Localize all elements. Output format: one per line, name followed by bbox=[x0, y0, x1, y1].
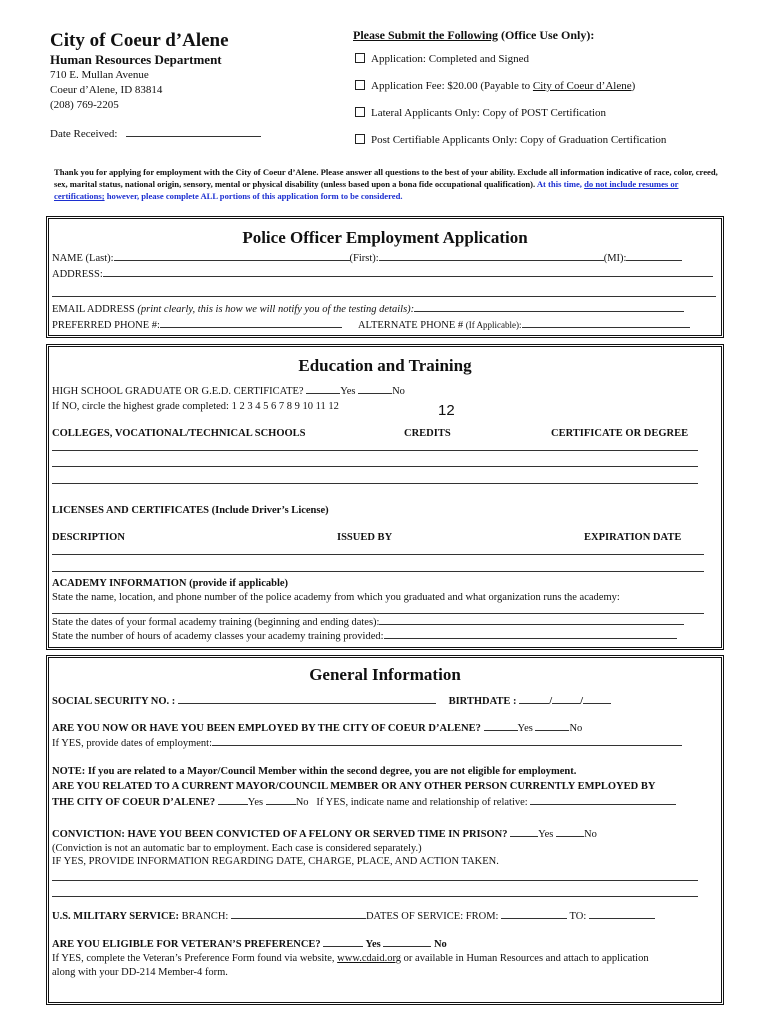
academy-line[interactable] bbox=[52, 613, 704, 614]
hs-question: HIGH SCHOOL GRADUATE OR G.E.D. CERTIFICATE? bbox=[52, 386, 304, 397]
email-note: (print clearly, this is how we will notify you of the testing details): bbox=[137, 304, 415, 315]
school-line-2[interactable] bbox=[52, 466, 698, 467]
veteran-text-2: or available in Human Resources and attach to application bbox=[401, 953, 649, 964]
to-label: TO: bbox=[569, 911, 587, 922]
office-use-item-4 bbox=[355, 134, 666, 148]
office-use-title-rest: (Office Use Only): bbox=[498, 28, 595, 42]
conviction-no-label: No bbox=[584, 829, 597, 840]
academy-hours-label: State the number of hours of academy classes your academy training provided: bbox=[52, 631, 384, 642]
preferred-phone-label: PREFERRED PHONE #: bbox=[52, 320, 160, 331]
employed-dates-row bbox=[52, 737, 682, 750]
employed-no-label: No bbox=[569, 723, 583, 734]
website-link[interactable]: www.cdaid.org bbox=[337, 953, 402, 964]
office-use-item-text: Application Fee: $20.00 (Payable to bbox=[371, 80, 533, 92]
related-question-2: THE CITY OF COEUR D’ALENE? bbox=[52, 797, 216, 808]
email-field[interactable] bbox=[414, 311, 684, 312]
alternate-phone-field[interactable] bbox=[522, 327, 690, 328]
service-to-field[interactable] bbox=[589, 918, 655, 919]
conviction-no-field[interactable] bbox=[556, 836, 584, 837]
intro-blue-a: At this time, bbox=[536, 179, 582, 190]
employed-no-field[interactable] bbox=[535, 730, 569, 731]
alternate-phone-note: (If Applicable): bbox=[465, 320, 522, 330]
office-use-item-text: Application: Completed and Signed bbox=[371, 53, 529, 65]
education-section bbox=[46, 344, 724, 650]
date-received-label: Date Received: bbox=[50, 128, 118, 140]
office-use-item-1 bbox=[355, 53, 529, 67]
veteran-row bbox=[52, 938, 447, 951]
checkbox[interactable] bbox=[355, 53, 365, 63]
veteran-yes-label: Yes bbox=[365, 939, 381, 950]
academy-dates-row bbox=[52, 616, 684, 629]
academy-heading: ACADEMY INFORMATION (provide if applicable) bbox=[52, 578, 289, 589]
note-text: NOTE: If you are related to a Mayor/Council Member within the second degree, you are not eligible for employment. bbox=[52, 766, 577, 777]
veteran-text-3: along with your DD-214 Member-4 form. bbox=[52, 967, 228, 978]
description-col-header: DESCRIPTION bbox=[52, 532, 125, 543]
branch-field[interactable] bbox=[231, 918, 366, 919]
related-yes-field[interactable] bbox=[218, 804, 248, 805]
employed-question: ARE YOU NOW OR HAVE YOU BEEN EMPLOYED BY THE CITY OF COEUR D’ALENE? bbox=[52, 723, 481, 734]
name-row bbox=[52, 252, 682, 265]
checkbox[interactable] bbox=[355, 134, 365, 144]
employed-dates-label: If YES, provide dates of employment: bbox=[52, 738, 212, 749]
hs-yes-label: Yes bbox=[340, 386, 356, 397]
branch-label: BRANCH: bbox=[181, 911, 229, 922]
address-field[interactable] bbox=[103, 276, 713, 277]
academy-dates-label: State the dates of your formal academy training (beginning and ending dates): bbox=[52, 617, 380, 628]
conviction-line-1[interactable] bbox=[52, 880, 698, 881]
military-row bbox=[52, 910, 655, 923]
intro-blue-underlined: do not include resumes or certifications; bbox=[54, 179, 679, 202]
date-received-row bbox=[50, 128, 261, 142]
general-section bbox=[46, 655, 724, 1005]
schools-col-header: COLLEGES, VOCATIONAL/TECHNICAL SCHOOLS bbox=[52, 428, 306, 439]
last-name-field[interactable] bbox=[114, 260, 350, 261]
conviction-yes-field[interactable] bbox=[510, 836, 538, 837]
address-label: ADDRESS: bbox=[52, 269, 103, 280]
application-section bbox=[46, 216, 724, 338]
military-label: U.S. MILITARY SERVICE: bbox=[52, 911, 180, 922]
employed-yes-field[interactable] bbox=[484, 730, 518, 731]
preferred-phone-field[interactable] bbox=[160, 327, 342, 328]
office-use-item-text: Post Certifiable Applicants Only: Copy of Graduation Certification bbox=[371, 134, 667, 146]
veteran-text-row bbox=[52, 952, 649, 965]
email-row bbox=[52, 303, 684, 316]
checkbox[interactable] bbox=[355, 80, 365, 90]
conviction-line-2[interactable] bbox=[52, 896, 698, 897]
ssn-row bbox=[52, 695, 611, 708]
employed-yes-label: Yes bbox=[517, 723, 533, 734]
address-row bbox=[52, 268, 713, 281]
birthdate-label: BIRTHDATE : bbox=[448, 696, 517, 707]
conviction-note: (Conviction is not an automatic bar to employment. Each case is considered separately.) bbox=[52, 843, 422, 854]
employed-dates-field[interactable] bbox=[212, 745, 682, 746]
grade-row bbox=[52, 400, 339, 413]
veteran-text-1: If YES, complete the Veteran’s Preference Form found via website, bbox=[52, 953, 338, 964]
conviction-row bbox=[52, 828, 597, 841]
department-name: Human Resources Department bbox=[50, 52, 222, 67]
related-if-yes-label: If YES, indicate name and relationship of relative: bbox=[316, 797, 528, 808]
veteran-question: ARE YOU ELIGIBLE FOR VETERAN’S PREFERENCE? bbox=[52, 939, 321, 950]
related-yes-label: Yes bbox=[247, 797, 264, 808]
birth-month-field[interactable] bbox=[519, 703, 549, 704]
application-title: Police Officer Employment Application bbox=[242, 228, 528, 247]
veteran-no-label: No bbox=[433, 939, 447, 950]
dates-of-service-label: DATES OF SERVICE: FROM: bbox=[365, 911, 499, 922]
city-title: City of Coeur d’Alene bbox=[50, 30, 229, 51]
office-use-item-3 bbox=[355, 107, 606, 121]
office-use-item-text-after: ) bbox=[631, 80, 636, 92]
related-row bbox=[52, 796, 676, 809]
phone-number: (208) 769-2205 bbox=[50, 99, 119, 111]
checkbox[interactable] bbox=[355, 107, 365, 117]
handwritten-grade: 12 bbox=[438, 402, 455, 419]
name-mi-label: (MI): bbox=[603, 253, 627, 264]
hs-no-field[interactable] bbox=[358, 393, 392, 394]
birth-day-field[interactable] bbox=[552, 703, 580, 704]
alternate-phone-label: ALTERNATE PHONE # bbox=[357, 320, 466, 331]
intro-paragraph bbox=[54, 166, 718, 202]
licenses-heading: LICENSES AND CERTIFICATES (Include Driver’s License) bbox=[52, 505, 329, 516]
credits-col-header: CREDITS bbox=[404, 428, 451, 439]
intro-blue-b: however, please complete ALL portions of this application form to be considered. bbox=[106, 191, 403, 202]
email-label: EMAIL ADDRESS bbox=[52, 304, 135, 315]
school-line-3[interactable] bbox=[52, 483, 698, 484]
ssn-field[interactable] bbox=[178, 703, 436, 704]
license-line-1[interactable] bbox=[52, 554, 704, 555]
office-use-title bbox=[353, 28, 594, 43]
hs-yes-field[interactable] bbox=[306, 393, 340, 394]
office-use-item-text: Lateral Applicants Only: Copy of POST Certification bbox=[371, 107, 607, 119]
school-line-1[interactable] bbox=[52, 450, 698, 451]
phone-row bbox=[52, 319, 690, 332]
mi-field[interactable] bbox=[626, 260, 682, 261]
address-line-1: 710 E. Mullan Avenue bbox=[50, 69, 149, 81]
general-title: General Information bbox=[309, 665, 461, 684]
conviction-if-yes: IF YES, PROVIDE INFORMATION REGARDING DATE, CHARGE, PLACE, AND ACTION TAKEN. bbox=[52, 856, 499, 867]
grade-label: If NO, circle the highest grade completed: 1 2 3 4 5 6 7 8 9 10 11 12 bbox=[52, 401, 339, 412]
license-line-2[interactable] bbox=[52, 571, 704, 572]
related-question-1: ARE YOU RELATED TO A CURRENT MAYOR/COUNCIL MEMBER OR ANY OTHER PERSON CURRENTLY EMPLOYED BY bbox=[52, 781, 656, 792]
name-first-label: (First): bbox=[349, 253, 379, 264]
conviction-yes-label: Yes bbox=[538, 829, 554, 840]
office-use-item-2 bbox=[355, 80, 635, 94]
address-line-2: Coeur d’Alene, ID 83814 bbox=[50, 84, 163, 96]
office-use-title-underlined: Please Submit the Following bbox=[353, 28, 499, 42]
date-received-field[interactable] bbox=[126, 136, 261, 137]
academy-text: State the name, location, and phone number of the police academy from which you graduated and what organization runs the academy: bbox=[52, 592, 620, 603]
first-name-field[interactable] bbox=[379, 260, 604, 261]
hs-row bbox=[52, 385, 405, 398]
conviction-question: CONVICTION: HAVE YOU BEEN CONVICTED OF A FELONY OR SERVED TIME IN PRISON? bbox=[52, 829, 508, 840]
name-last-label: NAME (Last): bbox=[52, 253, 114, 264]
academy-dates-field[interactable] bbox=[379, 624, 684, 625]
cert-col-header: CERTIFICATE OR DEGREE bbox=[551, 428, 689, 439]
relative-field[interactable] bbox=[530, 804, 676, 805]
related-no-label: No bbox=[295, 797, 309, 808]
ssn-label: SOCIAL SECURITY NO. : bbox=[52, 696, 176, 707]
payable-to-link: City of Coeur d’Alene bbox=[532, 80, 632, 92]
employed-row bbox=[52, 722, 582, 735]
expiration-col-header: EXPIRATION DATE bbox=[584, 532, 682, 543]
birth-year-field[interactable] bbox=[583, 703, 611, 704]
veteran-yes-field[interactable] bbox=[323, 946, 363, 947]
address-line-2-field[interactable] bbox=[52, 296, 716, 297]
intro-text: Thank you for applying for employment with the City of Coeur d’Alene. Please answer all questions to the best of your ability. Exclude all information indicative of race, color, creed, sex, marital status, national origin, sensory, mental or physical disability (unless based upon a bona fide occupational qualification). bbox=[54, 167, 718, 190]
hs-no-label: No bbox=[392, 386, 405, 397]
veteran-no-field[interactable] bbox=[383, 946, 431, 947]
related-no-field[interactable] bbox=[266, 804, 296, 805]
education-title: Education and Training bbox=[298, 356, 472, 375]
service-from-field[interactable] bbox=[501, 918, 567, 919]
academy-hours-field[interactable] bbox=[384, 638, 677, 639]
issued-col-header: ISSUED BY bbox=[337, 532, 393, 543]
birthdate-sep-2: / bbox=[580, 696, 584, 707]
birthdate-sep-1: / bbox=[549, 696, 553, 707]
academy-hours-row bbox=[52, 630, 677, 643]
